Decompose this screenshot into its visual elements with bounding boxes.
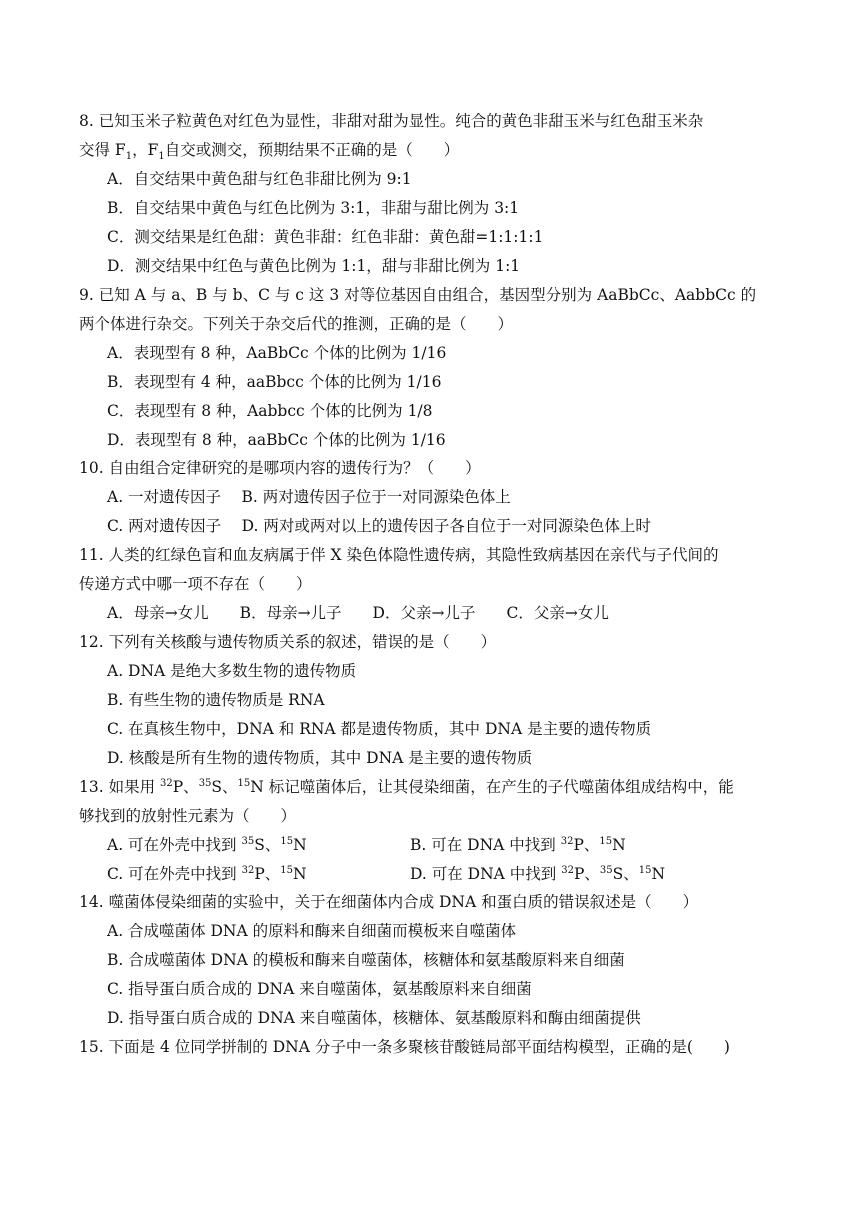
q12-stem: 12. 下列有关核酸与遗传物质关系的叙述，错误的是（ ） [79,633,497,651]
q8-option-d: D．测交结果中红色与黄色比例为 1:1，甜与非甜比例为 1:1 [107,257,521,275]
q14-stem: 14. 噬菌体侵染细菌的实验中，关于在细菌体内合成 DNA 和蛋白质的错误叙述是（ ） [79,893,699,911]
q9-option-c: C．表现型有 8 种，Aabbcc 个体的比例为 1/8 [107,402,433,420]
q14-option-c: C. 指导蛋白质合成的 DNA 来自噬菌体，氨基酸原料来自细菌 [107,980,532,998]
q11-stem-line1: 11. 人类的红绿色盲和血友病属于伴 X 染色体隐性遗传病，其隐性致病基因在亲代与子代间的 [79,546,719,564]
q8-option-c: C．测交结果是红色甜：黄色非甜：红色非甜：黄色甜=1:1:1:1 [107,228,544,246]
q12-option-d: D. 核酸是所有生物的遗传物质，其中 DNA 是主要的遗传物质 [107,749,533,767]
q10-stem: 10. 自由组合定律研究的是哪项内容的遗传行为？（ ） [79,459,481,477]
q11-options: A．母亲→女儿 B．母亲→儿子 D．父亲→儿子 C．父亲→女儿 [107,604,609,622]
q8-option-b: B．自交结果中黄色与红色比例为 3:1，非甜与甜比例为 3:1 [107,199,520,217]
q12-option-a: A. DNA 是绝大多数生物的遗传物质 [107,662,357,680]
q13-option-c: C. 可在外壳中找到 $^{32}$P、$^{15}$N [107,864,307,883]
q9-option-a: A．表现型有 8 种，AaBbCc 个体的比例为 1/16 [107,344,447,362]
q13-stem-line1: 13. 如果用 $^{32}$P、$^{35}$S、$^{15}$N 标记噬菌体后，让其侵染细菌，在产生的子代噬菌体组成结构中，能 [79,777,734,796]
q9-option-b: B．表现型有 4 种，aaBbcc 个体的比例为 1/16 [107,373,442,391]
q10-options-cd: C. 两对遗传因子 D. 两对或两对以上的遗传因子各自位于一对同源染色体上时 [107,517,651,535]
q13-option-d: D. 可在 DNA 中找到 $^{32}$P、$^{35}$S、$^{15}$N [410,864,666,883]
q9-option-d: D．表现型有 8 种，aaBbCc 个体的比例为 1/16 [107,431,446,449]
q10-options-ab: A. 一对遗传因子 B. 两对遗传因子位于一对同源染色体上 [107,488,511,506]
q8-stem-line2: 交得 $F_1$，$F_1$自交或测交，预期结果不正确的是（ ） [79,141,460,163]
q15-stem: 15. 下面是 4 位同学拼制的 DNA 分子中一条多聚核苷酸链局部平面结构模型，正确的是( ) [79,1038,730,1056]
q13-option-a: A. 可在外壳中找到 $^{35}$S、$^{15}$N [107,835,307,854]
q14-option-a: A. 合成噬菌体 DNA 的原料和酶来自细菌而模板来自噬菌体 [107,922,517,940]
q14-option-d: D. 指导蛋白质合成的 DNA 来自噬菌体，核糖体、氨基酸原料和酶由细菌提供 [107,1009,641,1027]
q8-stem-line1: 8. 已知玉米子粒黄色对红色为显性，非甜对甜为显性。纯合的黄色非甜玉米与红色甜玉米杂 [79,112,704,130]
q12-option-c: C. 在真核生物中，DNA 和 RNA 都是遗传物质，其中 DNA 是主要的遗传物质 [107,720,652,738]
q9-stem-line1: 9. 已知 A 与 a、B 与 b、C 与 c 这 3 对等位基因自由组合，基因型分别为 AaBbCc、AabbCc 的 [79,286,757,304]
q8-option-a: A．自交结果中黄色甜与红色非甜比例为 9:1 [107,170,412,188]
q14-option-b: B. 合成噬菌体 DNA 的模板和酶来自噬菌体，核糖体和氨基酸原料来自细菌 [107,951,625,969]
q9-stem-line2: 两个体进行杂交。下列关于杂交后代的推测，正确的是（ ） [79,315,514,333]
q11-stem-line2: 传递方式中哪一项不存在（ ） [79,575,312,593]
q12-option-b: B. 有些生物的遗传物质是 RNA [107,691,325,709]
q13-stem-line2: 够找到的放射性元素为（ ） [79,807,297,825]
q13-option-b: B. 可在 DNA 中找到 $^{32}$P、$^{15}$N [410,835,626,854]
